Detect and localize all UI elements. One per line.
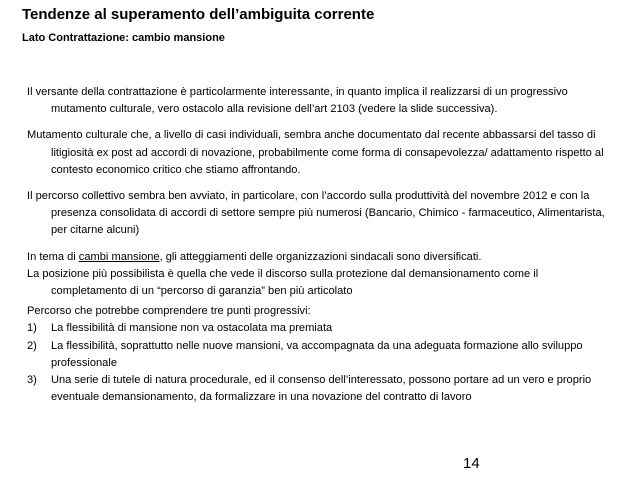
- list-item-text: La flessibilità, soprattutto nelle nuove mansioni, va accompagnata da una adeguata formazione allo sviluppo professionale: [51, 339, 583, 369]
- paragraph-cambi-mansione: [27, 249, 612, 266]
- slide-body: [27, 84, 612, 406]
- paragraph-percorso-intro: Percorso che potrebbe comprendere tre punti progressivi:: [27, 305, 311, 318]
- paragraph-percorso-collettivo: Il percorso collettivo sembra ben avviato, in particolare, con l’accordo sulla produttività del novembre 2012 e con la presenza consolidata di accordi di settore sempre più numerosi (Bancario, Chimico - farmaceutico, Alimentarista, per citarne alcuni): [27, 190, 605, 237]
- list-item-number: 1): [27, 322, 37, 335]
- list-item: [27, 338, 612, 372]
- paragraph-posizione-possibilista: La posizione più possibilista è quella che vede il discorso sulla protezione dal demansionamento come il completamento di un “percorso di garanzia” ben più articolato: [27, 267, 539, 298]
- cambi-mansione-link[interactable]: cambi mansione: [78, 250, 160, 263]
- list-item-number: 2): [27, 339, 37, 352]
- list-item-number: 3): [27, 374, 37, 387]
- list-item-text: La flessibilità di mansione non va ostacolata ma premiata: [51, 322, 333, 335]
- slide-title: Tendenze al superamento dell’ambiguita corrente: [22, 6, 375, 23]
- page-number: 14: [463, 455, 480, 472]
- cambi-mansione-prefix: In tema di: [27, 250, 79, 263]
- steps-list: [27, 320, 612, 406]
- cambi-mansione-suffix: , gli atteggiamenti delle organizzazioni sindacali sono diversificati.: [159, 250, 482, 263]
- list-item: [27, 372, 612, 406]
- list-item: [27, 320, 612, 337]
- list-item-text: Una serie di tutele di natura procedurale, ed il consenso dell’interessato, possono portare ad un vero e proprio eventuale demansionamento, da formalizzare in una novazione del contratto di lavoro: [51, 374, 592, 404]
- paragraph-contrattazione: Il versante della contrattazione è particolarmente interessante, in quanto implica il realizzarsi di un progressivo mutamento culturale, vero ostacolo alla revisione dell’art 2103 (vedere la slide successiva).: [27, 86, 568, 116]
- paragraph-mutamento-culturale: Mutamento culturale che, a livello di casi individuali, sembra anche documentato dal recente abbassarsi del tasso di litigiosità ex post ad accordi di novazione, probabilmente come forma di consapevolezza/ adattamento rispetto al contesto economico critico che stiamo affrontando.: [27, 129, 604, 176]
- slide-subtitle: Lato Contrattazione: cambio mansione: [22, 32, 225, 44]
